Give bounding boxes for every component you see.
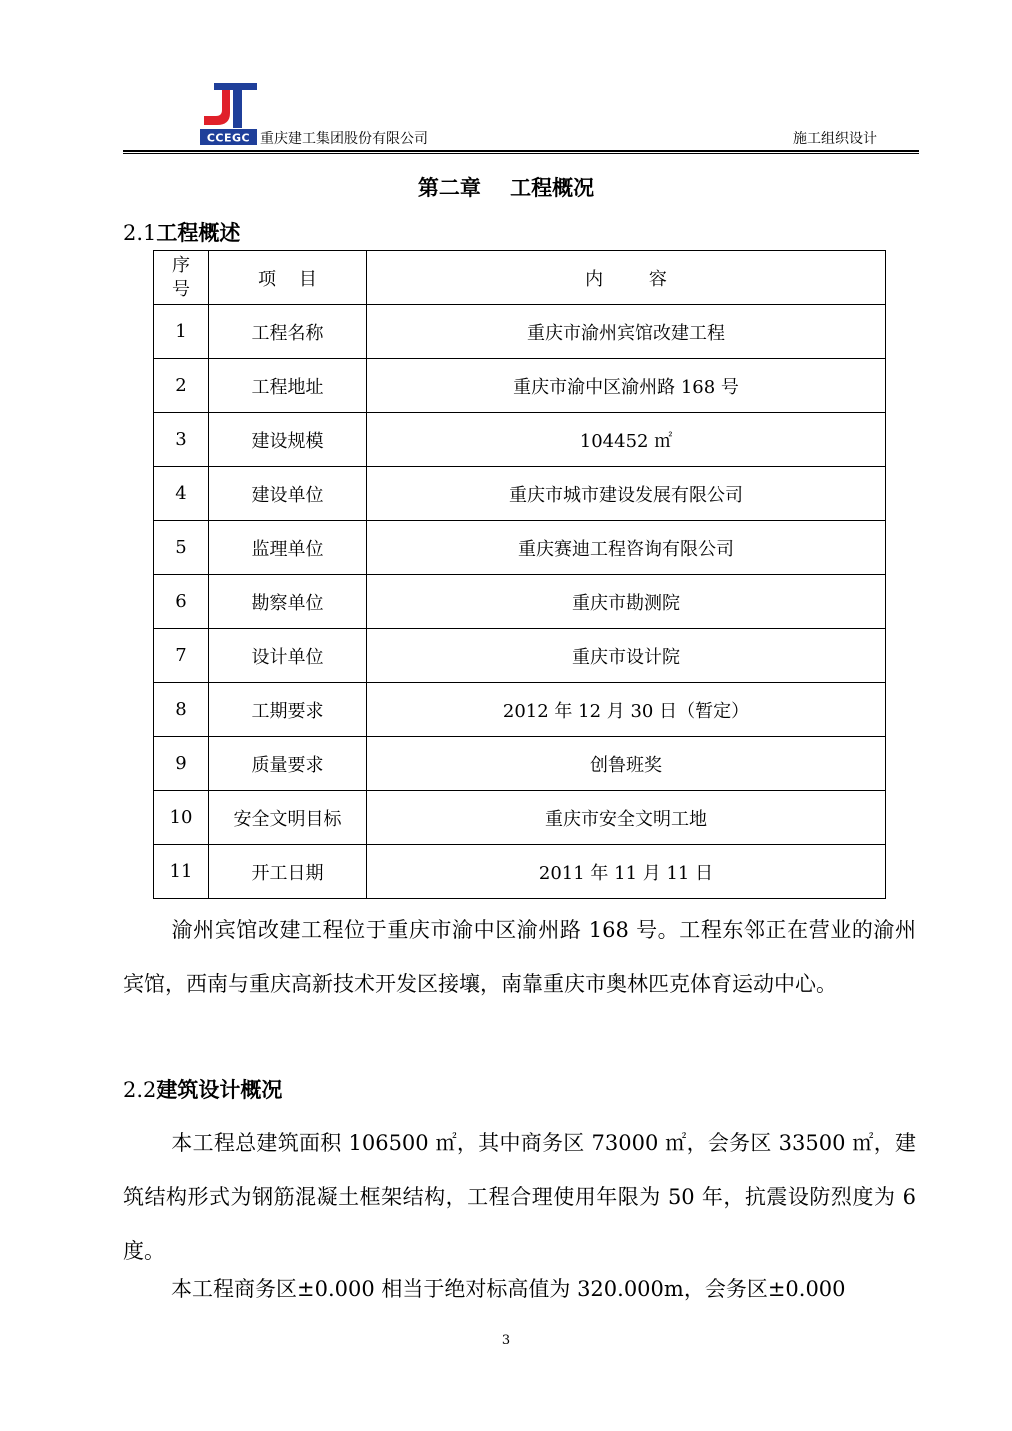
row-item: 建设规模 [209,413,367,467]
page-number: 3 [501,1333,511,1348]
row-item: 质量要求 [209,737,367,791]
company-name: 重庆建工集团股份有限公司 [260,131,428,147]
row-no: 6 [154,575,209,629]
row-no: 5 [154,521,209,575]
section-title: 工程概述 [156,220,241,245]
row-no: 11 [154,845,209,899]
row-content: 重庆市勘测院 [367,575,886,629]
row-content: 重庆市城市建设发展有限公司 [367,467,886,521]
row-item: 勘察单位 [209,575,367,629]
row-item: 工程地址 [209,359,367,413]
table-row [154,359,886,413]
row-content: 104452 ㎡ [367,413,886,467]
header-no-text: 序 号 [172,254,190,300]
section-number: 2.1 [123,221,157,245]
table-row [154,683,886,737]
header-cell-no [154,251,209,305]
table-row [154,521,886,575]
row-no: 3 [154,413,209,467]
row-content: 重庆赛迪工程咨询有限公司 [367,521,886,575]
row-item: 监理单位 [209,521,367,575]
row-item: 工程名称 [209,305,367,359]
header-cell-item [209,251,367,305]
paragraph-location [123,903,916,1011]
row-item: 工期要求 [209,683,367,737]
row-content: 重庆市渝州宾馆改建工程 [367,305,886,359]
table-row [154,791,886,845]
header-item-text: 项 目 [258,268,317,290]
row-content: 重庆市设计院 [367,629,886,683]
row-content: 2012 年 12 月 30 日（暂定） [367,683,886,737]
paragraph-area-text: 本工程总建筑面积 106500 ㎡，其中商务区 73000 ㎡，会务区 33500 ㎡，建筑结构形式为钢筋混凝土框架结构，工程合理使用年限为 50 年，抗震设防烈度为 6 度。 [123,1131,916,1263]
chapter-title: 第二章 工程概况 [417,175,595,200]
row-no: 8 [154,683,209,737]
company-logo [200,83,257,145]
row-content: 重庆市安全文明工地 [367,791,886,845]
row-item: 开工日期 [209,845,367,899]
header-rule-thin [123,153,919,154]
row-no: 1 [154,305,209,359]
paragraph-area [123,1116,916,1278]
table-row [154,305,886,359]
paragraph-elevation [123,1262,916,1316]
section-number: 2.2 [123,1078,157,1102]
table-row [154,413,886,467]
row-content: 重庆市渝中区渝州路 168 号 [367,359,886,413]
row-item: 安全文明目标 [209,791,367,845]
paragraph-location-text: 渝州宾馆改建工程位于重庆市渝中区渝州路 168 号。工程东邻正在营业的渝州宾馆，西南与重庆高新技术开发区接壤，南靠重庆市奥林匹克体育运动中心。 [123,918,916,996]
row-content: 创鲁班奖 [367,737,886,791]
section-heading-2-2 [123,1076,282,1104]
table-row [154,575,886,629]
table-row [154,629,886,683]
svg-text:CCEGC: CCEGC [206,131,251,145]
header-rule [123,150,919,152]
section-heading-2-1 [123,219,240,247]
table-row [154,737,886,791]
row-no: 2 [154,359,209,413]
row-no: 4 [154,467,209,521]
table-row [154,845,886,899]
table-header-row [154,251,886,305]
project-overview-table [153,250,886,899]
document-type: 施工组织设计 [793,131,877,147]
row-item: 设计单位 [209,629,367,683]
row-no: 7 [154,629,209,683]
paragraph-elevation-text: 本工程商务区±0.000 相当于绝对标高值为 320.000m，会务区±0.000 [171,1277,846,1301]
header-cell-content [367,251,886,305]
section-title: 建筑设计概况 [156,1077,283,1102]
row-content: 2011 年 11 月 11 日 [367,845,886,899]
header-content-text: 内 容 [585,268,667,290]
table-row [154,467,886,521]
row-no: 9 [154,737,209,791]
row-item: 建设单位 [209,467,367,521]
row-no: 10 [154,791,209,845]
